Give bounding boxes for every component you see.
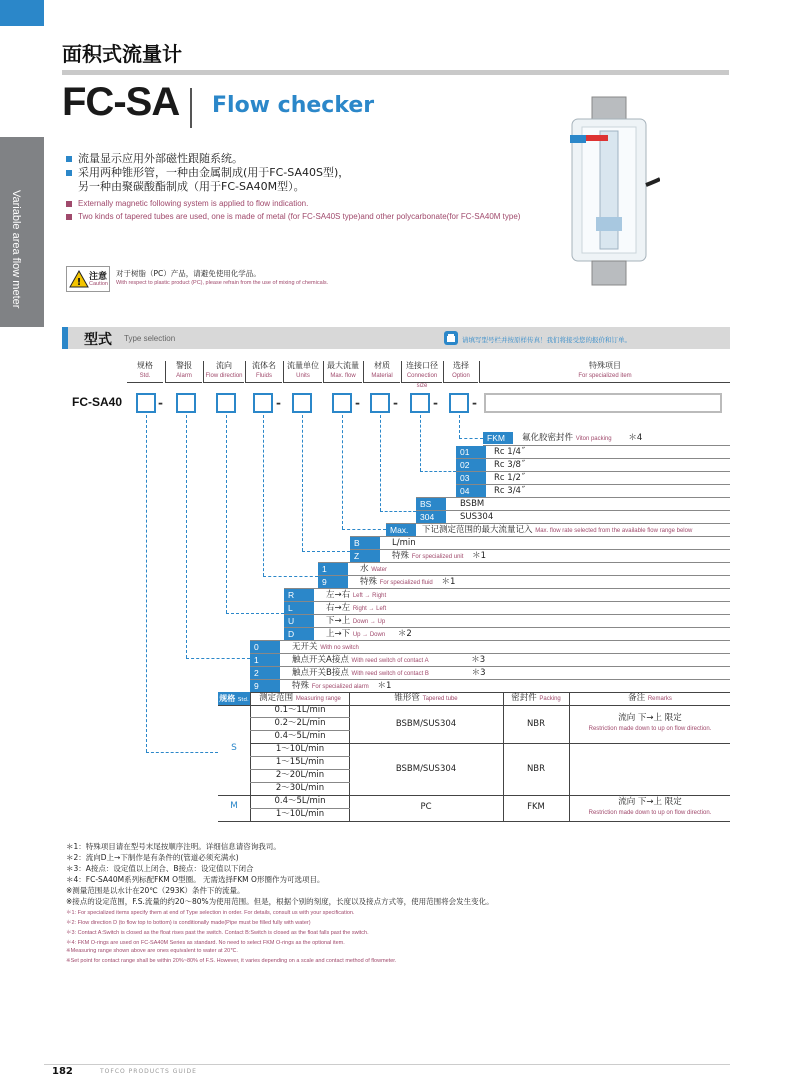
range-cell: 0.4～5L/min — [274, 796, 326, 806]
range-cell: 1～15L/min — [275, 757, 325, 767]
max-flow-desc: 下记测定范围的最大流量记入 Max. flow rate selected from the available flow range below — [422, 525, 693, 535]
range-cell: 2～30L/min — [275, 783, 325, 793]
connection-code: 01 — [456, 446, 486, 458]
title-separator — [190, 88, 192, 128]
packing-cell: NBR — [526, 764, 546, 774]
alarm-desc: 触点开关A接点 With reed switch of contact A ＊3 — [292, 655, 486, 665]
product-photo — [560, 95, 660, 290]
note-cn: ※测量范围是以水计在20℃（293K）条件下的流量。 — [66, 886, 245, 895]
note-en: ※Set point for contact range shall be within 20%~80% of F.S. However, it varies depending on a scale and contact method of flowmeter. — [66, 958, 397, 964]
connector-connection-h — [420, 471, 456, 472]
feature-item-en: Externally magnetic following system is applied to flow indication. — [66, 198, 546, 209]
note-cn: ＊3：A接点：设定值以上闭合、B接点：设定值以下闭合 — [66, 864, 254, 873]
page-number: 182 — [52, 1066, 73, 1077]
option-desc: 氟化胶密封件 Viton packing ＊4 — [522, 433, 643, 443]
range-cell: 0.1～1L/min — [274, 705, 326, 715]
feature-item: 另一种由聚碳酸酯制成（用于FC-SA40M型）。 — [78, 180, 305, 193]
col-alarm: 警报 Alarm — [166, 361, 202, 383]
direction-desc: 右→左 Right → Left — [326, 603, 387, 613]
range-cell: 1～10L/min — [275, 809, 325, 819]
max-flow-input[interactable] — [332, 393, 352, 413]
model-code-prefix: FC-SA40 — [72, 395, 123, 409]
note-cn: ＊4：FC-SA40M系列标配FKM O型圈。 无需选择FKM O形圈作为可选项目。 — [66, 875, 325, 884]
connector-direction — [226, 415, 227, 613]
connector-max-h — [342, 529, 386, 530]
connector-fluids — [263, 415, 264, 576]
option-input[interactable] — [449, 393, 469, 413]
spec-header-range: 测定范围 Measuring range — [259, 693, 341, 703]
fluids-desc: 特殊 For specialized fluid ＊1 — [360, 577, 456, 587]
code-dash: - — [433, 396, 438, 410]
note-cn: ※接点的设定范围，F.S.流量的约20～80%为使用范围。但是，根据个别的刻度，长度以及接点方式等，使用范围将会发生变化。 — [66, 897, 494, 906]
range-cell: 0.4～5L/min — [274, 731, 326, 741]
alarm-code: 0 — [250, 641, 280, 653]
code-dash: - — [472, 396, 477, 410]
connector-std-h — [146, 752, 218, 753]
connector-material — [380, 415, 381, 511]
col-option: 选择 Option — [444, 361, 478, 383]
range-cell: 1～10L/min — [275, 744, 325, 754]
connector-connection — [420, 415, 421, 471]
note-en: ＊4: FKM O-rings are used on FC-SA40M Series as standard. No need to select FKM O-rings as the optional item. — [66, 940, 345, 946]
alarm-code: 1 — [250, 654, 280, 666]
alarm-desc: 特殊 For specialized alarm ＊1 — [292, 681, 392, 691]
note-cn: ＊1：特殊项目请在型号末尾按顺序注明。详细信息请咨询我司。 — [66, 842, 281, 851]
col-special: 特殊项目 For specialized item — [480, 361, 730, 383]
remarks-cell: 流向 下→上 限定 Restriction made down to up on flow direction. — [588, 713, 712, 732]
material-code: 304 — [416, 511, 446, 523]
direction-code: R — [284, 589, 314, 601]
connection-desc: Rc 3/8˝ — [494, 460, 526, 470]
spec-header-remarks: 备注 Remarks — [628, 693, 672, 703]
direction-code: U — [284, 615, 314, 627]
connection-code: 02 — [456, 459, 486, 471]
alarm-code: 9 — [250, 680, 280, 692]
connector-units — [302, 415, 303, 551]
material-desc: BSBM — [460, 499, 485, 509]
note-en: ＊1: For specialized items specify them at end of Type selection in order. For details, consult us with your specification. — [66, 910, 355, 916]
connector-direction-h — [226, 613, 284, 614]
connection-desc: Rc 1/4˝ — [494, 447, 526, 457]
model-name: FC-SA — [62, 80, 180, 124]
caution-label-en: Caution — [89, 281, 108, 287]
spec-header-packing: 密封件 Packing — [511, 693, 561, 703]
note-en: ＊2: Flow direction D (to flow top to bottom) is conditionally made(Pipe must be filled fully with water) — [66, 920, 311, 926]
units-input[interactable] — [292, 393, 312, 413]
caution-text — [116, 268, 328, 288]
material-desc: SUS304 — [460, 512, 494, 522]
col-fluids: 流体名 Fluids — [246, 361, 282, 383]
connector-material-h — [380, 511, 416, 512]
spec-header-tube: 锥形管 Tapered tube — [394, 693, 458, 703]
code-dash: - — [276, 396, 281, 410]
col-max-flow: 最大流量 Max. flow — [324, 361, 362, 383]
alarm-input[interactable] — [176, 393, 196, 413]
units-code: B — [350, 537, 380, 549]
connector-fluids-h — [263, 576, 318, 577]
note-en: ※Measuring range shown above are ones equivalent to water at 20℃. — [66, 948, 238, 954]
connector-alarm — [186, 415, 187, 658]
material-input[interactable] — [370, 393, 390, 413]
units-code: Z — [350, 550, 380, 562]
col-connection: 连接口径 Connection size — [402, 361, 442, 383]
range-cell: 0.2～2L/min — [274, 718, 326, 728]
connector-std — [146, 415, 147, 752]
spec-header-std: 规格 Std. — [219, 694, 249, 703]
fluids-code: 1 — [318, 563, 348, 575]
connection-input[interactable] — [410, 393, 430, 413]
col-material: 材质 Material — [364, 361, 400, 383]
col-units: 流量单位 Units — [284, 361, 322, 383]
special-item-input[interactable] — [484, 393, 722, 413]
footer-guide: TOFCO PRODUCTS GUIDE — [100, 1068, 197, 1075]
feature-item-en: Two kinds of tapered tubes are used, one is made of metal (for FC-SA40S type)and other polycarbonate(for FC-SA40M type) — [66, 211, 546, 222]
spec-std-m: M — [230, 801, 238, 811]
connector-alarm-h — [186, 658, 250, 659]
alarm-desc: 触点开关B接点 With reed switch of contact B ＊3 — [292, 668, 486, 678]
fluids-input[interactable] — [253, 393, 273, 413]
fax-icon — [444, 331, 458, 345]
code-dash: - — [355, 396, 360, 410]
alarm-desc: 无开关 With no switch — [292, 642, 359, 652]
std-input[interactable] — [136, 393, 156, 413]
footer-rule — [44, 1064, 730, 1065]
section-accent — [62, 327, 68, 349]
spec-std-s: S — [231, 743, 237, 753]
sidebar-category-label: Variable area flow meter — [10, 190, 22, 309]
packing-cell: NBR — [526, 719, 546, 729]
product-subtitle: Flow checker — [212, 93, 375, 118]
max-flow-code: Max. — [386, 524, 416, 536]
connection-desc: Rc 1/2˝ — [494, 473, 526, 483]
col-direction: 流向 Flow direction — [204, 361, 244, 383]
code-dash: - — [393, 396, 398, 410]
caution-badge — [66, 266, 110, 292]
feature-item: 采用两种锥形管，一种由金属制成(用于FC-SA40S型)， — [66, 166, 546, 180]
connection-code: 03 — [456, 472, 486, 484]
units-desc: L/min — [392, 538, 416, 548]
warning-icon — [69, 270, 89, 288]
caution-text-en: With respect to plastic product (PC), please refrain from the use of mixing of chemicals. — [116, 280, 329, 286]
connection-code: 04 — [456, 485, 486, 497]
direction-desc: 左→右 Left → Right — [326, 590, 387, 600]
connection-desc: Rc 3/4˝ — [494, 486, 526, 496]
tube-cell: BSBM/SUS304 — [395, 719, 457, 729]
material-code: BS — [416, 498, 446, 510]
section-title-en: Type selection — [124, 334, 176, 343]
tube-cell: BSBM/SUS304 — [395, 764, 457, 774]
fluids-code: 9 — [318, 576, 348, 588]
direction-desc: 上→下 Up → Down ＊2 — [326, 629, 412, 639]
connector-units-h — [302, 551, 350, 552]
note-cn: ＊2：流向D上→下制作是有条件的(管道必须充满水) — [66, 853, 239, 862]
page-title: 面积式流量计 — [62, 42, 182, 66]
packing-cell: FKM — [527, 802, 545, 812]
connector-max — [342, 415, 343, 529]
feature-list — [66, 152, 546, 222]
units-desc: 特殊 For specialized unit ＊1 — [392, 551, 487, 561]
alarm-code: 2 — [250, 667, 280, 679]
remarks-cell: 流向 下→上 限定 Restriction made down to up on flow direction. — [588, 797, 712, 816]
connector-option-h — [459, 438, 483, 439]
feature-item: 流量显示应用外部磁性跟随系统。 — [66, 152, 546, 166]
tube-cell: PC — [420, 802, 432, 812]
caution-label: 注意 — [89, 272, 108, 282]
order-note: 请填写型号栏并按原样传真！我们将接受您的报价和订单。 — [462, 336, 631, 344]
code-dash: - — [158, 396, 163, 410]
direction-input[interactable] — [216, 393, 236, 413]
fluids-desc: 水 Water — [360, 564, 387, 574]
direction-code: D — [284, 628, 314, 640]
direction-desc: 下→上 Down → Up — [326, 616, 386, 626]
sidebar-tab-accent — [0, 0, 44, 26]
title-rule — [62, 70, 729, 75]
sidebar-category-tab — [0, 137, 44, 327]
note-en: ＊3: Contact A:Switch is closed as the float rises past the switch. Contact B:Switch is closed as the float falls past the switch. — [66, 930, 369, 936]
section-title: 型式 — [84, 332, 112, 348]
caution-text-cn: 对于树脂（PC）产品，请避免使用化学品。 — [116, 269, 261, 278]
option-code: FKM — [483, 432, 513, 444]
range-cell: 2～20L/min — [275, 770, 325, 780]
direction-code: L — [284, 602, 314, 614]
connector-option — [459, 415, 460, 438]
svg-text:!: ! — [76, 277, 82, 288]
col-std: 规格 Std. — [127, 361, 163, 383]
